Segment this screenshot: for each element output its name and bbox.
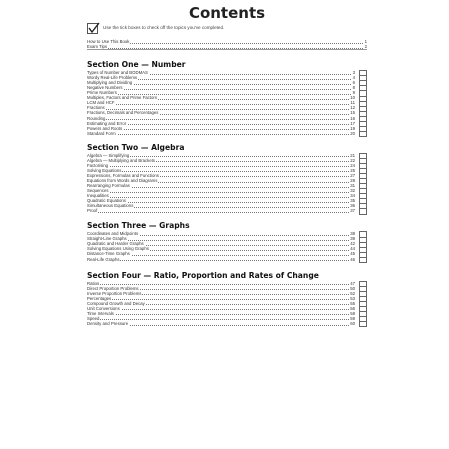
toc-entry-label: Ratios: [87, 280, 100, 286]
toc-entry-page: 17: [350, 120, 355, 126]
toc-entry-page: 35: [350, 198, 355, 204]
tick-box[interactable]: [359, 257, 367, 263]
toc-entry: [87, 208, 367, 213]
toc-entry-page: 34: [350, 193, 355, 199]
toc-entry-label: Direct Proportion Problems: [87, 285, 139, 291]
toc-entry: [87, 257, 367, 262]
toc-entry-page: 42: [350, 241, 355, 247]
tick-box[interactable]: [359, 208, 367, 214]
section-heading: Section Three — Graphs: [87, 221, 190, 231]
toc-entry-page: 32: [350, 188, 355, 194]
toc-entry-page: 28: [350, 177, 355, 183]
toc-entry-label: Expressions, Formulas and Functions: [87, 172, 159, 178]
dot-leader: [87, 134, 355, 135]
toc-entry-page: 22: [350, 157, 355, 163]
toc-entry-page: 45: [350, 251, 355, 257]
sections-list: [87, 59, 367, 326]
toc-entry-label: Straight-Line Graphs: [87, 236, 127, 242]
toc-entry-label: LCM and HCF: [87, 100, 115, 106]
toc-entry-label: Powers and Roots: [87, 125, 123, 131]
toc-entry-label: Fractions: [87, 105, 105, 111]
toc-entry-page: 3: [352, 70, 355, 76]
toc-entry-page: 52: [350, 290, 355, 296]
toc-entry-page: 58: [350, 310, 355, 316]
toc-entry-label: Algebra — Multiplying and Brackets: [87, 157, 156, 163]
toc-entry-label: Rounding: [87, 115, 106, 121]
toc-entry-page: 24: [350, 162, 355, 168]
divider: [87, 49, 367, 50]
toc-entry-label: Unit Conversions: [87, 305, 120, 311]
toc-entry-label: Percentages: [87, 295, 112, 301]
toc-entry-label: Quadratic Equations: [87, 198, 126, 204]
toc-entry-label: Fractions, Decimals and Percentages: [87, 110, 159, 116]
toc-entry-label: Algebra — Simplifying: [87, 152, 130, 158]
dot-leader: [87, 260, 355, 261]
toc-entry-label: Distance-Time Graphs: [87, 251, 130, 257]
toc-entry-label: Real-Life Graphs: [87, 256, 120, 262]
toc-entry-page: 59: [350, 315, 355, 321]
toc-entry-page: 31: [350, 182, 355, 188]
toc-entry-page: 47: [350, 280, 355, 286]
toc-entry-label: Types of Number and BODMAS: [87, 70, 148, 76]
toc-entry-page: 44: [350, 246, 355, 252]
toc-entry-label: Inequalities: [87, 193, 109, 199]
toc-entry-label: Solving Equations Using Graphs: [87, 246, 149, 252]
instruction-line: [87, 24, 367, 36]
toc-entry-label: Quadratic and Harder Graphs: [87, 241, 144, 247]
toc-section: [87, 220, 367, 261]
toc-entry-page: 2: [364, 44, 367, 50]
toc-entry-page: 1: [364, 39, 367, 44]
toc-entry-page: 21: [350, 152, 355, 158]
toc-entry-label: Inverse Proportion Problems: [87, 290, 142, 296]
toc-entry-page: 6: [352, 80, 355, 86]
toc-entry-page: 4: [352, 75, 355, 81]
toc-entry-label: Multiplying and Dividing: [87, 80, 133, 86]
toc-entry-label: Standard Form: [87, 130, 116, 136]
toc-entry: [87, 44, 367, 49]
toc-entry-page: 20: [350, 130, 355, 136]
toc-entry-page: 37: [350, 208, 355, 214]
toc-entry-page: 15: [350, 110, 355, 116]
toc-entry-page: 36: [350, 203, 355, 209]
toc-entry-label: Factorising: [87, 162, 109, 168]
dot-leader: [87, 212, 355, 213]
toc-entry-label: Wordy Real-Life Problems: [87, 75, 138, 81]
toc-entry: [87, 321, 367, 326]
intro-list: [87, 39, 367, 50]
toc-section: [87, 142, 367, 214]
toc-entry-label: Exam Tips: [87, 44, 108, 50]
toc-entry-label: Coordinates and Midpoints: [87, 231, 139, 237]
toc-entry-label: Simultaneous Equations: [87, 203, 134, 209]
toc-section: [87, 270, 367, 326]
toc-entry-label: Solving Equations: [87, 167, 122, 173]
toc-entry-label: Equations from Words and Diagrams: [87, 177, 158, 183]
section-heading: Section Two — Algebra: [87, 142, 185, 152]
toc-entry-page: 53: [350, 295, 355, 301]
toc-entry-page: 38: [350, 231, 355, 237]
section-heading: Section One — Number: [87, 60, 186, 70]
sample-tick-box: [87, 23, 98, 34]
toc-entry-label: Proof: [87, 208, 98, 214]
toc-entry-page: 8: [352, 85, 355, 91]
instruction-text: Use the tick boxes to check off the topics you've completed.: [103, 25, 225, 30]
toc-entry-page: 19: [350, 125, 355, 131]
toc-entry-label: Sequences: [87, 188, 109, 194]
toc-entry-label: Negative Numbers: [87, 85, 123, 91]
toc-entry-page: 60: [350, 320, 355, 326]
toc-entry-label: Compound Growth and Decay: [87, 300, 145, 306]
toc-entry: [87, 131, 367, 136]
toc-entry-page: 50: [350, 285, 355, 291]
toc-entry-label: Multiples, Factors and Prime Factors: [87, 95, 157, 101]
toc-entry-page: 39: [350, 236, 355, 242]
toc-entry-label: How to Use This Book: [87, 39, 130, 44]
toc-entry-page: 10: [350, 95, 355, 101]
toc-entry-label: Time Intervals: [87, 310, 114, 316]
toc-entry-page: 55: [350, 300, 355, 306]
toc-entry-page: 56: [350, 305, 355, 311]
dot-leader: [87, 48, 367, 49]
toc-entry-page: 9: [352, 90, 355, 96]
toc-entry-page: 12: [350, 105, 355, 111]
toc-section: [87, 59, 367, 136]
toc-entry-page: 16: [350, 115, 355, 121]
check-icon: [88, 22, 100, 34]
toc-entry-page: 25: [350, 167, 355, 173]
toc-entry-label: Rearranging Formulas: [87, 182, 130, 188]
page-title: Contents: [188, 4, 266, 22]
toc-entry-label: Density and Pressure: [87, 320, 129, 326]
toc-entry-label: Estimating and Error: [87, 120, 127, 126]
toc-entry-label: Speed: [87, 315, 100, 321]
toc-entry-page: 27: [350, 172, 355, 178]
tick-box[interactable]: [359, 321, 367, 327]
toc-entry-page: 11: [350, 100, 355, 106]
section-heading: Section Four — Ratio, Proportion and Rates of Change: [87, 270, 319, 280]
contents-page: [87, 0, 367, 326]
toc-entry-page: 46: [350, 256, 355, 262]
tick-box[interactable]: [359, 131, 367, 137]
toc-entry-label: Prime Numbers: [87, 90, 117, 96]
